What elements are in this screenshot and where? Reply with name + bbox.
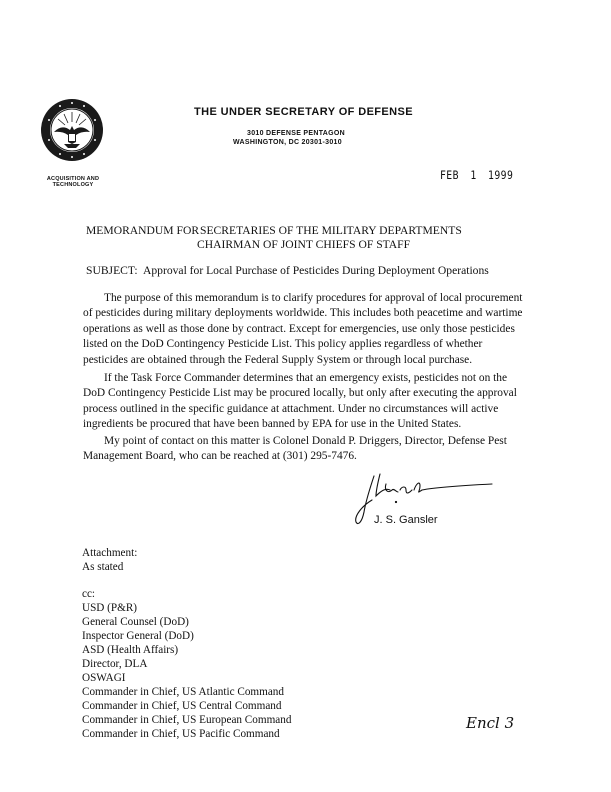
paragraph-line: pesticides are obtained through the Federal Supply System or through local purchase. xyxy=(83,353,473,366)
subject-text: Approval for Local Purchase of Pesticides During Deployment Operations xyxy=(143,264,489,277)
paragraph-line: Management Board, who can be reached at (301) 295-7476. xyxy=(83,450,357,463)
office-title: THE UNDER SECRETARY OF DEFENSE xyxy=(194,106,413,118)
paragraph-line: My point of contact on this matter is Colonel Donald P. Driggers, Director, Defense Pest xyxy=(104,435,507,447)
org-subtitle xyxy=(32,176,114,188)
org-subtitle-line2: TECHNOLOGY xyxy=(52,182,94,188)
cc-block xyxy=(82,587,291,741)
memorandum-recipient: SECRETARIES OF THE MILITARY DEPARTMENTS xyxy=(200,224,462,237)
paragraph-line: of pesticides during military deployments worldwide. This includes both peacetime and wartime xyxy=(83,307,523,320)
attachment-block xyxy=(82,546,137,574)
cc-recipient: OSWAGI xyxy=(82,672,126,684)
paragraph-line: listed on the DoD Contingency Pesticide List. This policy applies regardless of whether xyxy=(83,338,483,351)
cc-recipient: General Counsel (DoD) xyxy=(82,616,189,628)
cc-recipient: Inspector General (DoD) xyxy=(82,630,194,642)
body-paragraph-1 xyxy=(83,291,553,368)
cc-recipient: ASD (Health Affairs) xyxy=(82,644,179,656)
body-paragraph-3 xyxy=(83,434,553,465)
cc-recipient: Commander in Chief, US Central Command xyxy=(82,700,282,712)
address-line1: 3010 DEFENSE PENTAGON xyxy=(247,130,345,137)
signer-name: J. S. Gansler xyxy=(374,514,438,526)
memo-date: FEB 1 1999 xyxy=(440,168,514,182)
enclosure-mark: Encl 3 xyxy=(466,714,515,732)
cc-recipient: Commander in Chief, US European Command xyxy=(82,714,292,726)
body-paragraph-2 xyxy=(83,371,553,433)
paragraph-line: DoD Contingency Pesticide List may be procured locally, but only after executing the approval xyxy=(83,387,517,400)
attachment-label: Attachment: xyxy=(82,547,138,559)
cc-recipient: USD (P&R) xyxy=(82,602,138,614)
paragraph-line: process outlined in the specific guidance at attachment. Under no circumstances will active xyxy=(83,402,499,415)
paragraph-line: If the Task Force Commander determines that an emergency exists, pesticides not on the xyxy=(104,372,508,384)
memorandum-label: MEMORANDUM FOR xyxy=(86,224,200,237)
cc-label: cc: xyxy=(82,588,96,600)
attachment-value: As stated xyxy=(82,561,124,573)
paragraph-line: The purpose of this memorandum is to clarify procedures for approval of local procurement xyxy=(104,292,523,304)
cc-recipient: Commander in Chief, US Atlantic Command xyxy=(82,686,284,698)
subject-label: SUBJECT: xyxy=(86,264,138,277)
dod-seal-icon xyxy=(40,98,104,162)
cc-recipient: Director, DLA xyxy=(82,658,148,670)
address-line2: WASHINGTON, DC 20301-3010 xyxy=(233,139,342,146)
cc-recipient: Commander in Chief, US Pacific Command xyxy=(82,728,280,740)
memorandum-recipient: CHAIRMAN OF JOINT CHIEFS OF STAFF xyxy=(197,238,411,251)
paragraph-line: ingredients be procured that have been banned by EPA for use in the United States. xyxy=(83,418,462,431)
paragraph-line: operations as well as those done by contract. Except for emergencies, use only those pesticides xyxy=(83,322,515,335)
org-subtitle-line1: ACQUISITION AND xyxy=(46,176,100,182)
